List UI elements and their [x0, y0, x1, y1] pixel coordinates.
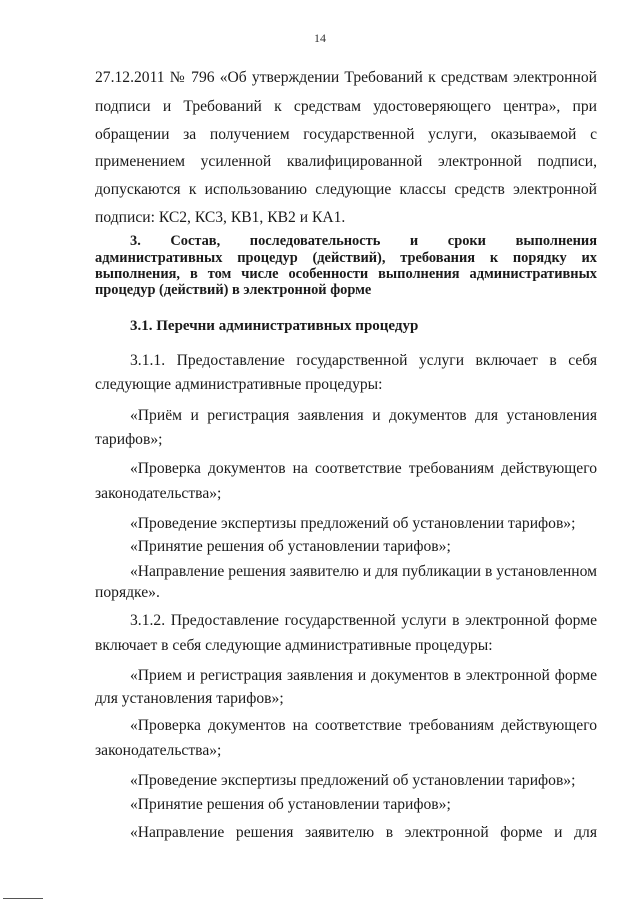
list-item: «Проведение экспертизы предложений об установлении тарифов»; — [130, 515, 576, 532]
list-item: «Принятие решения об установлении тарифов»; — [130, 538, 451, 555]
scan-edge-mark — [3, 898, 43, 899]
section-heading: административных процедур (действий), требования к порядку их — [95, 250, 597, 266]
list-item: «Направление решения заявителю в электронной форме и для — [130, 824, 597, 841]
text-line: подписи: КС2, КС3, КВ1, КВ2 и КА1. — [95, 209, 346, 226]
list-item: «Приём и регистрация заявления и документов для установления — [130, 407, 597, 424]
section-heading: 3. Состав, последовательность и сроки выполнения — [130, 233, 597, 249]
list-item: «Проверка документов на соответствие требованиям действующего — [130, 460, 597, 477]
list-item: законодательства»; — [95, 742, 222, 759]
text-line: следующие административные процедуры: — [95, 376, 383, 393]
list-item: «Проверка документов на соответствие требованиям действующего — [130, 717, 597, 734]
list-item: для установления тарифов»; — [95, 690, 284, 707]
text-line: 3.1.2. Предоставление государственной услуги в электронной форме — [130, 612, 597, 629]
text-line: 27.12.2011 № 796 «Об утверждении Требований к средствам электронной — [95, 69, 597, 86]
text-line: включает в себя следующие административные процедуры: — [95, 637, 493, 654]
text-line: допускаются к использованию следующие классы средств электронной — [95, 181, 597, 198]
text-line: подписи и Требований к средствам удостоверяющего центра», при — [95, 98, 597, 115]
section-heading: выполнения, в том числе особенности выполнения административных — [95, 266, 597, 282]
text-line: обращении за получением государственной услуги, оказываемой с — [95, 126, 597, 143]
list-item: «Принятие решения об установлении тарифов»; — [130, 796, 451, 813]
subsection-heading: 3.1. Перечни административных процедур — [130, 318, 419, 334]
page-number: 14 — [314, 31, 326, 45]
list-item: «Проведение экспертизы предложений об установлении тарифов»; — [130, 772, 576, 789]
text-line: 3.1.1. Предоставление государственной услуги включает в себя — [130, 352, 597, 369]
list-item: порядке». — [95, 584, 160, 601]
list-item: тарифов»; — [95, 431, 163, 448]
text-line: применением усиленной квалифицированной электронной подписи, — [95, 153, 597, 170]
section-heading: процедур (действий) в электронной форме — [95, 282, 372, 298]
list-item: законодательства»; — [95, 485, 222, 502]
list-item: «Прием и регистрация заявления и документов в электронной форме — [130, 667, 597, 684]
list-item: «Направление решения заявителю и для публикации в установленном — [130, 563, 597, 580]
